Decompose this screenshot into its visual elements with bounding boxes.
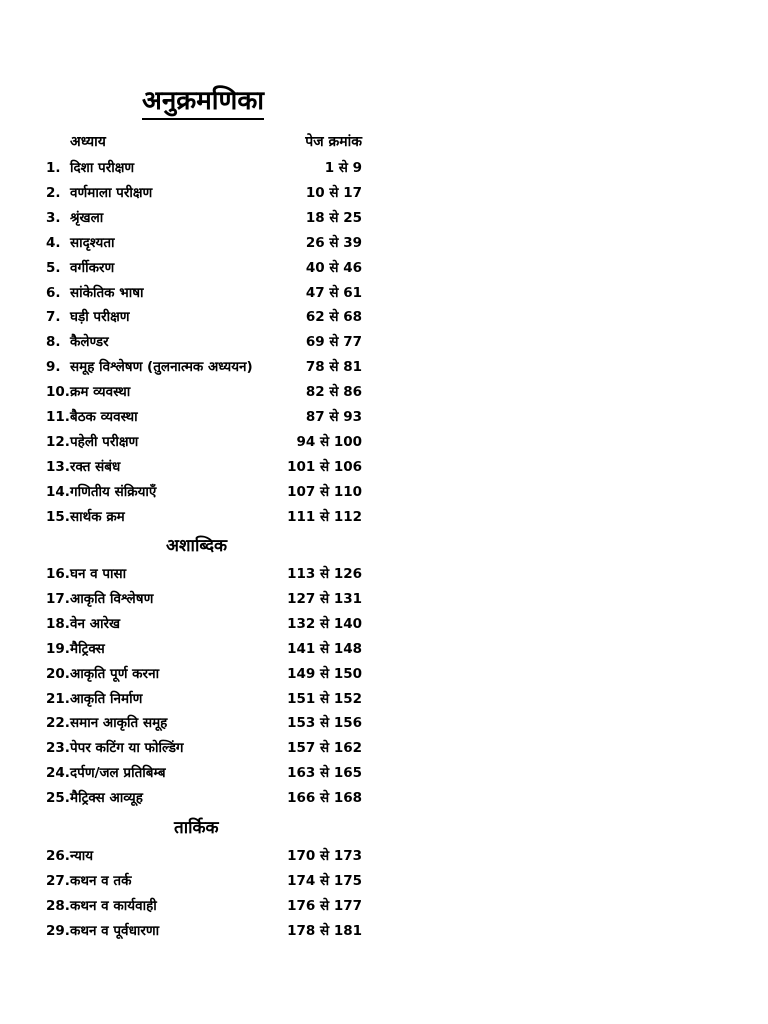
chapter-title: दर्पण/जल प्रतिबिम्ब bbox=[70, 765, 166, 782]
chapter-number: 24. bbox=[46, 765, 70, 782]
chapter-number: 1. bbox=[46, 160, 61, 176]
chapter-title: कथन व पूर्वधारणा bbox=[70, 922, 160, 939]
toc-row bbox=[46, 381, 362, 403]
chapter-title: आकृति पूर्ण करना bbox=[70, 665, 160, 682]
chapter-title: रक्त संबंध bbox=[70, 458, 121, 475]
toc-row bbox=[46, 663, 362, 685]
chapter-title: कैलेण्डर bbox=[70, 334, 109, 351]
chapter-number: 9. bbox=[46, 359, 61, 376]
page-range: 176 से 177 bbox=[287, 897, 362, 914]
chapter-title: वर्गीकरण bbox=[70, 259, 115, 276]
chapter-number: 4. bbox=[46, 234, 61, 251]
toc-row bbox=[46, 613, 362, 635]
chapter-title: घड़ी परीक्षण bbox=[70, 309, 130, 326]
chapter-title: श्रृंखला bbox=[70, 209, 104, 226]
chapter-number: 12. bbox=[46, 433, 70, 450]
toc-row bbox=[46, 688, 362, 710]
toc-row bbox=[46, 870, 362, 892]
chapter-title: मैट्रिक्स आव्यूह bbox=[70, 790, 143, 807]
chapter-number: 14. bbox=[46, 483, 70, 500]
page-range: 166 से 168 bbox=[287, 790, 362, 807]
page-range: 141 से 148 bbox=[287, 640, 362, 657]
section-heading-logical: तार्किक bbox=[174, 818, 219, 838]
toc-row bbox=[46, 638, 362, 660]
toc-row bbox=[46, 157, 362, 179]
page-range: 107 से 110 bbox=[287, 483, 362, 500]
chapter-title: पेपर कटिंग या फोल्डिंग bbox=[70, 740, 184, 757]
toc-row bbox=[46, 232, 362, 254]
section-heading-nonverbal: अशाब्दिक bbox=[166, 536, 228, 556]
toc-row bbox=[46, 306, 362, 328]
toc-row bbox=[46, 406, 362, 428]
chapter-title: दिशा परीक्षण bbox=[70, 160, 135, 176]
page-range: 157 से 162 bbox=[287, 740, 362, 757]
chapter-title: वेन आरेख bbox=[70, 615, 121, 632]
chapter-title: समूह विश्लेषण (तुलनात्मक अध्ययन) bbox=[70, 359, 253, 376]
chapter-title: क्रम व्यवस्था bbox=[70, 384, 131, 401]
page-range: 69 से 77 bbox=[305, 334, 362, 351]
chapter-number: 13. bbox=[46, 458, 70, 475]
page-range: 78 से 81 bbox=[305, 359, 362, 376]
toc-row bbox=[46, 207, 362, 229]
page-range: 178 से 181 bbox=[287, 922, 362, 939]
chapter-column-header: अध्याय bbox=[70, 134, 106, 150]
toc-row bbox=[46, 282, 362, 304]
toc-row bbox=[46, 431, 362, 453]
chapter-number: 27. bbox=[46, 872, 70, 889]
toc-row bbox=[46, 356, 362, 378]
chapter-title: सार्थक क्रम bbox=[70, 508, 125, 525]
page-range: 62 से 68 bbox=[305, 309, 362, 326]
toc-row bbox=[46, 182, 362, 204]
chapter-title: गणितीय संक्रियाएँ bbox=[70, 483, 157, 500]
chapter-number: 23. bbox=[46, 740, 70, 757]
page-range: 82 से 86 bbox=[305, 384, 362, 401]
chapter-title: कथन व तर्क bbox=[70, 872, 132, 889]
chapter-title: न्याय bbox=[70, 848, 94, 864]
toc-row bbox=[46, 737, 362, 759]
page-range: 151 से 152 bbox=[287, 690, 362, 707]
chapter-number: 11. bbox=[46, 409, 70, 425]
chapter-number: 2. bbox=[46, 184, 61, 201]
chapter-number: 22. bbox=[46, 715, 70, 732]
toc-row bbox=[46, 588, 362, 610]
page-range: 174 से 175 bbox=[287, 872, 362, 889]
toc-row bbox=[46, 712, 362, 734]
page-range: 10 से 17 bbox=[305, 184, 362, 201]
page-range: 87 से 93 bbox=[305, 409, 362, 425]
toc-row bbox=[46, 481, 362, 503]
page-range: 170 से 173 bbox=[287, 848, 362, 864]
toc-row bbox=[46, 920, 362, 942]
chapter-number: 28. bbox=[46, 897, 70, 914]
toc-row bbox=[46, 506, 362, 528]
chapter-number: 21. bbox=[46, 690, 70, 707]
chapter-title: सादृश्यता bbox=[70, 234, 115, 251]
chapter-number: 25. bbox=[46, 790, 70, 807]
chapter-number: 3. bbox=[46, 209, 61, 226]
chapter-number: 18. bbox=[46, 615, 70, 632]
toc-row bbox=[46, 563, 362, 585]
chapter-title: पहेली परीक्षण bbox=[70, 433, 139, 450]
page-range: 26 से 39 bbox=[305, 234, 362, 251]
toc-row bbox=[46, 845, 362, 867]
page-range: 132 से 140 bbox=[287, 615, 362, 632]
page-range: 153 से 156 bbox=[287, 715, 362, 732]
toc-row bbox=[46, 762, 362, 784]
chapter-number: 20. bbox=[46, 665, 70, 682]
chapter-title: वर्णमाला परीक्षण bbox=[70, 184, 153, 201]
page-range: 40 से 46 bbox=[305, 259, 362, 276]
chapter-number: 16. bbox=[46, 566, 70, 582]
toc-row bbox=[46, 257, 362, 279]
page-range: 94 से 100 bbox=[296, 433, 362, 450]
page-range: 1 से 9 bbox=[324, 160, 362, 176]
chapter-title: आकृति निर्माण bbox=[70, 690, 143, 707]
toc-row bbox=[46, 895, 362, 917]
chapter-number: 26. bbox=[46, 848, 70, 864]
chapter-number: 19. bbox=[46, 640, 70, 657]
chapter-number: 7. bbox=[46, 309, 61, 326]
page-title: अनुक्रमणिका bbox=[142, 84, 264, 120]
page-range: 101 से 106 bbox=[287, 458, 362, 475]
chapter-number: 8. bbox=[46, 334, 61, 351]
toc-row bbox=[46, 331, 362, 353]
chapter-title: सांकेतिक भाषा bbox=[70, 284, 144, 301]
chapter-number: 15. bbox=[46, 508, 70, 525]
chapter-title: आकृति विश्लेषण bbox=[70, 590, 154, 607]
page-column-header: पेज क्रमांक bbox=[305, 134, 362, 150]
page-range: 163 से 165 bbox=[287, 765, 362, 782]
chapter-title: मैट्रिक्स bbox=[70, 640, 105, 657]
page-range: 111 से 112 bbox=[287, 508, 362, 525]
chapter-title: घन व पासा bbox=[70, 566, 127, 582]
page-range: 149 से 150 bbox=[287, 665, 362, 682]
chapter-title: कथन व कार्यवाही bbox=[70, 897, 157, 914]
chapter-number: 17. bbox=[46, 590, 70, 607]
toc-row bbox=[46, 456, 362, 478]
page-range: 127 से 131 bbox=[287, 590, 362, 607]
chapter-number: 29. bbox=[46, 922, 70, 939]
chapter-number: 6. bbox=[46, 284, 61, 301]
toc-row bbox=[46, 787, 362, 809]
chapter-number: 10. bbox=[46, 384, 70, 401]
page-range: 47 से 61 bbox=[305, 284, 362, 301]
chapter-title: बैठक व्यवस्था bbox=[70, 409, 138, 425]
chapter-title: समान आकृति समूह bbox=[70, 715, 168, 732]
chapter-number: 5. bbox=[46, 259, 61, 276]
page-range: 113 से 126 bbox=[287, 566, 362, 582]
page-range: 18 से 25 bbox=[305, 209, 362, 226]
